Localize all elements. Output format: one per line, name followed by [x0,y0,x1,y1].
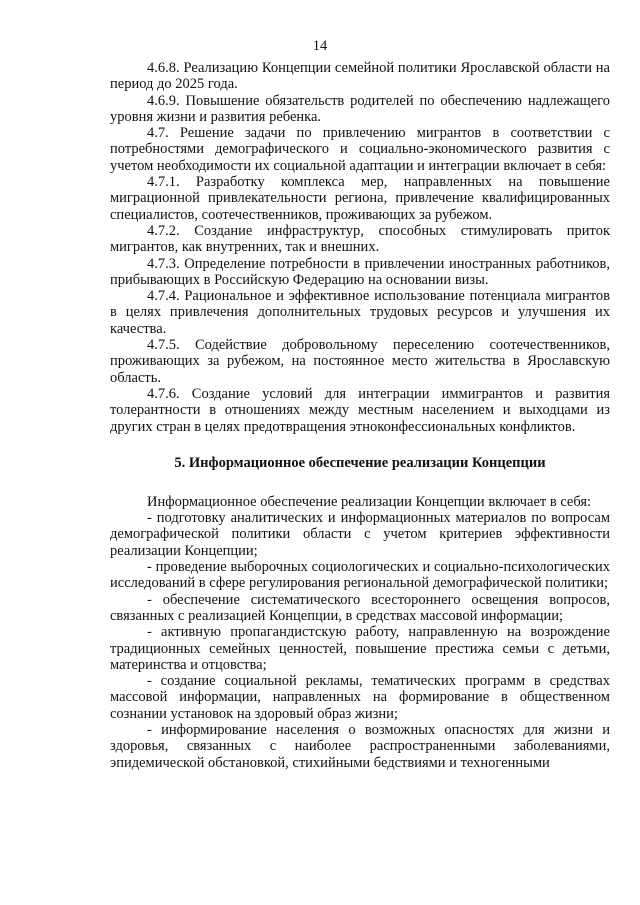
paragraph-intro: Информационное обеспечение реализации Концепции включает в себя: [147,493,592,510]
list-item-propaganda: - активную пропагандистскую работу, направленную на возрождение традиционных семейных ценностей, повышение престижа семьи с детьми, материнства и отцовства; [110,624,610,673]
paragraph-4-7-4: 4.7.4. Рациональное и эффективное использование потенциала мигрантов в целях привлечения дополнительных трудовых ресурсов и улучшения их качества. [110,288,610,337]
section-heading: 5. Информационное обеспечение реализации Концепции [174,454,546,471]
paragraph-4-7-3: 4.7.3. Определение потребности в привлечении иностранных работников, прибывающих в Российскую Федерацию на основании визы. [110,255,610,288]
paragraph-4-7-1: 4.7.1. Разработку комплекса мер, направленных на повышение миграционной привлекательности региона, привлечение квалифицированных специалистов, соотечественников, проживающих за рубежом. [110,174,610,223]
paragraph-4-7: 4.7. Решение задачи по привлечению мигрантов в соответствии с потребностями демографического и социально-экономического развития с учетом необходимости их социальной адаптации и интеграции включает в себя: [110,125,610,174]
list-item-analytics: - подготовку аналитических и информационных материалов по вопросам демографической политики области с учетом критериев эффективности реализации Концепции; [110,510,610,559]
page-number: 14 [312,38,328,54]
paragraph-4-6-9: 4.6.9. Повышение обязательств родителей по обеспечению надлежащего уровня жизни и развития ребенка. [110,92,610,125]
list-item-informing: - информирование населения о возможных опасностях для жизни и здоровья, связанных с наиболее распространенными заболеваниями, эпидемической обстановкой, стихийными бедствиями и техногенными [110,721,610,771]
paragraph-4-6-8: 4.6.8. Реализацию Концепции семейной политики Ярославской области на период до 2025 года. [110,60,610,93]
document-body [110,60,610,771]
paragraph-4-7-2: 4.7.2. Создание инфраструктур, способных стимулировать приток мигрантов, как внутренних, так и внешних. [110,222,610,256]
list-item-research: - проведение выборочных социологических и социально-психологических исследований в сфере регулирования региональной демографической политики; [110,559,610,592]
paragraph-4-7-5: 4.7.5. Содействие добровольному переселению соотечественников, проживающих за рубежом, на постоянное место жительства в Ярославскую область. [110,337,610,386]
list-item-media-coverage: - обеспечение систематического всестороннего освещения вопросов, связанных с реализацией Концепции, в средствах массовой информации; [110,591,610,624]
list-item-social-ads: - создание социальной рекламы, тематических программ в средствах массовой информации, направленных на формирование в общественном сознании установок на здоровый образ жизни; [110,673,610,722]
paragraph-4-7-6: 4.7.6. Создание условий для интеграции иммигрантов и развития толерантности в отношениях между местным населением и выходцами из других стран в целях предотвращения этноконфессиональных конфликтов. [110,385,610,435]
